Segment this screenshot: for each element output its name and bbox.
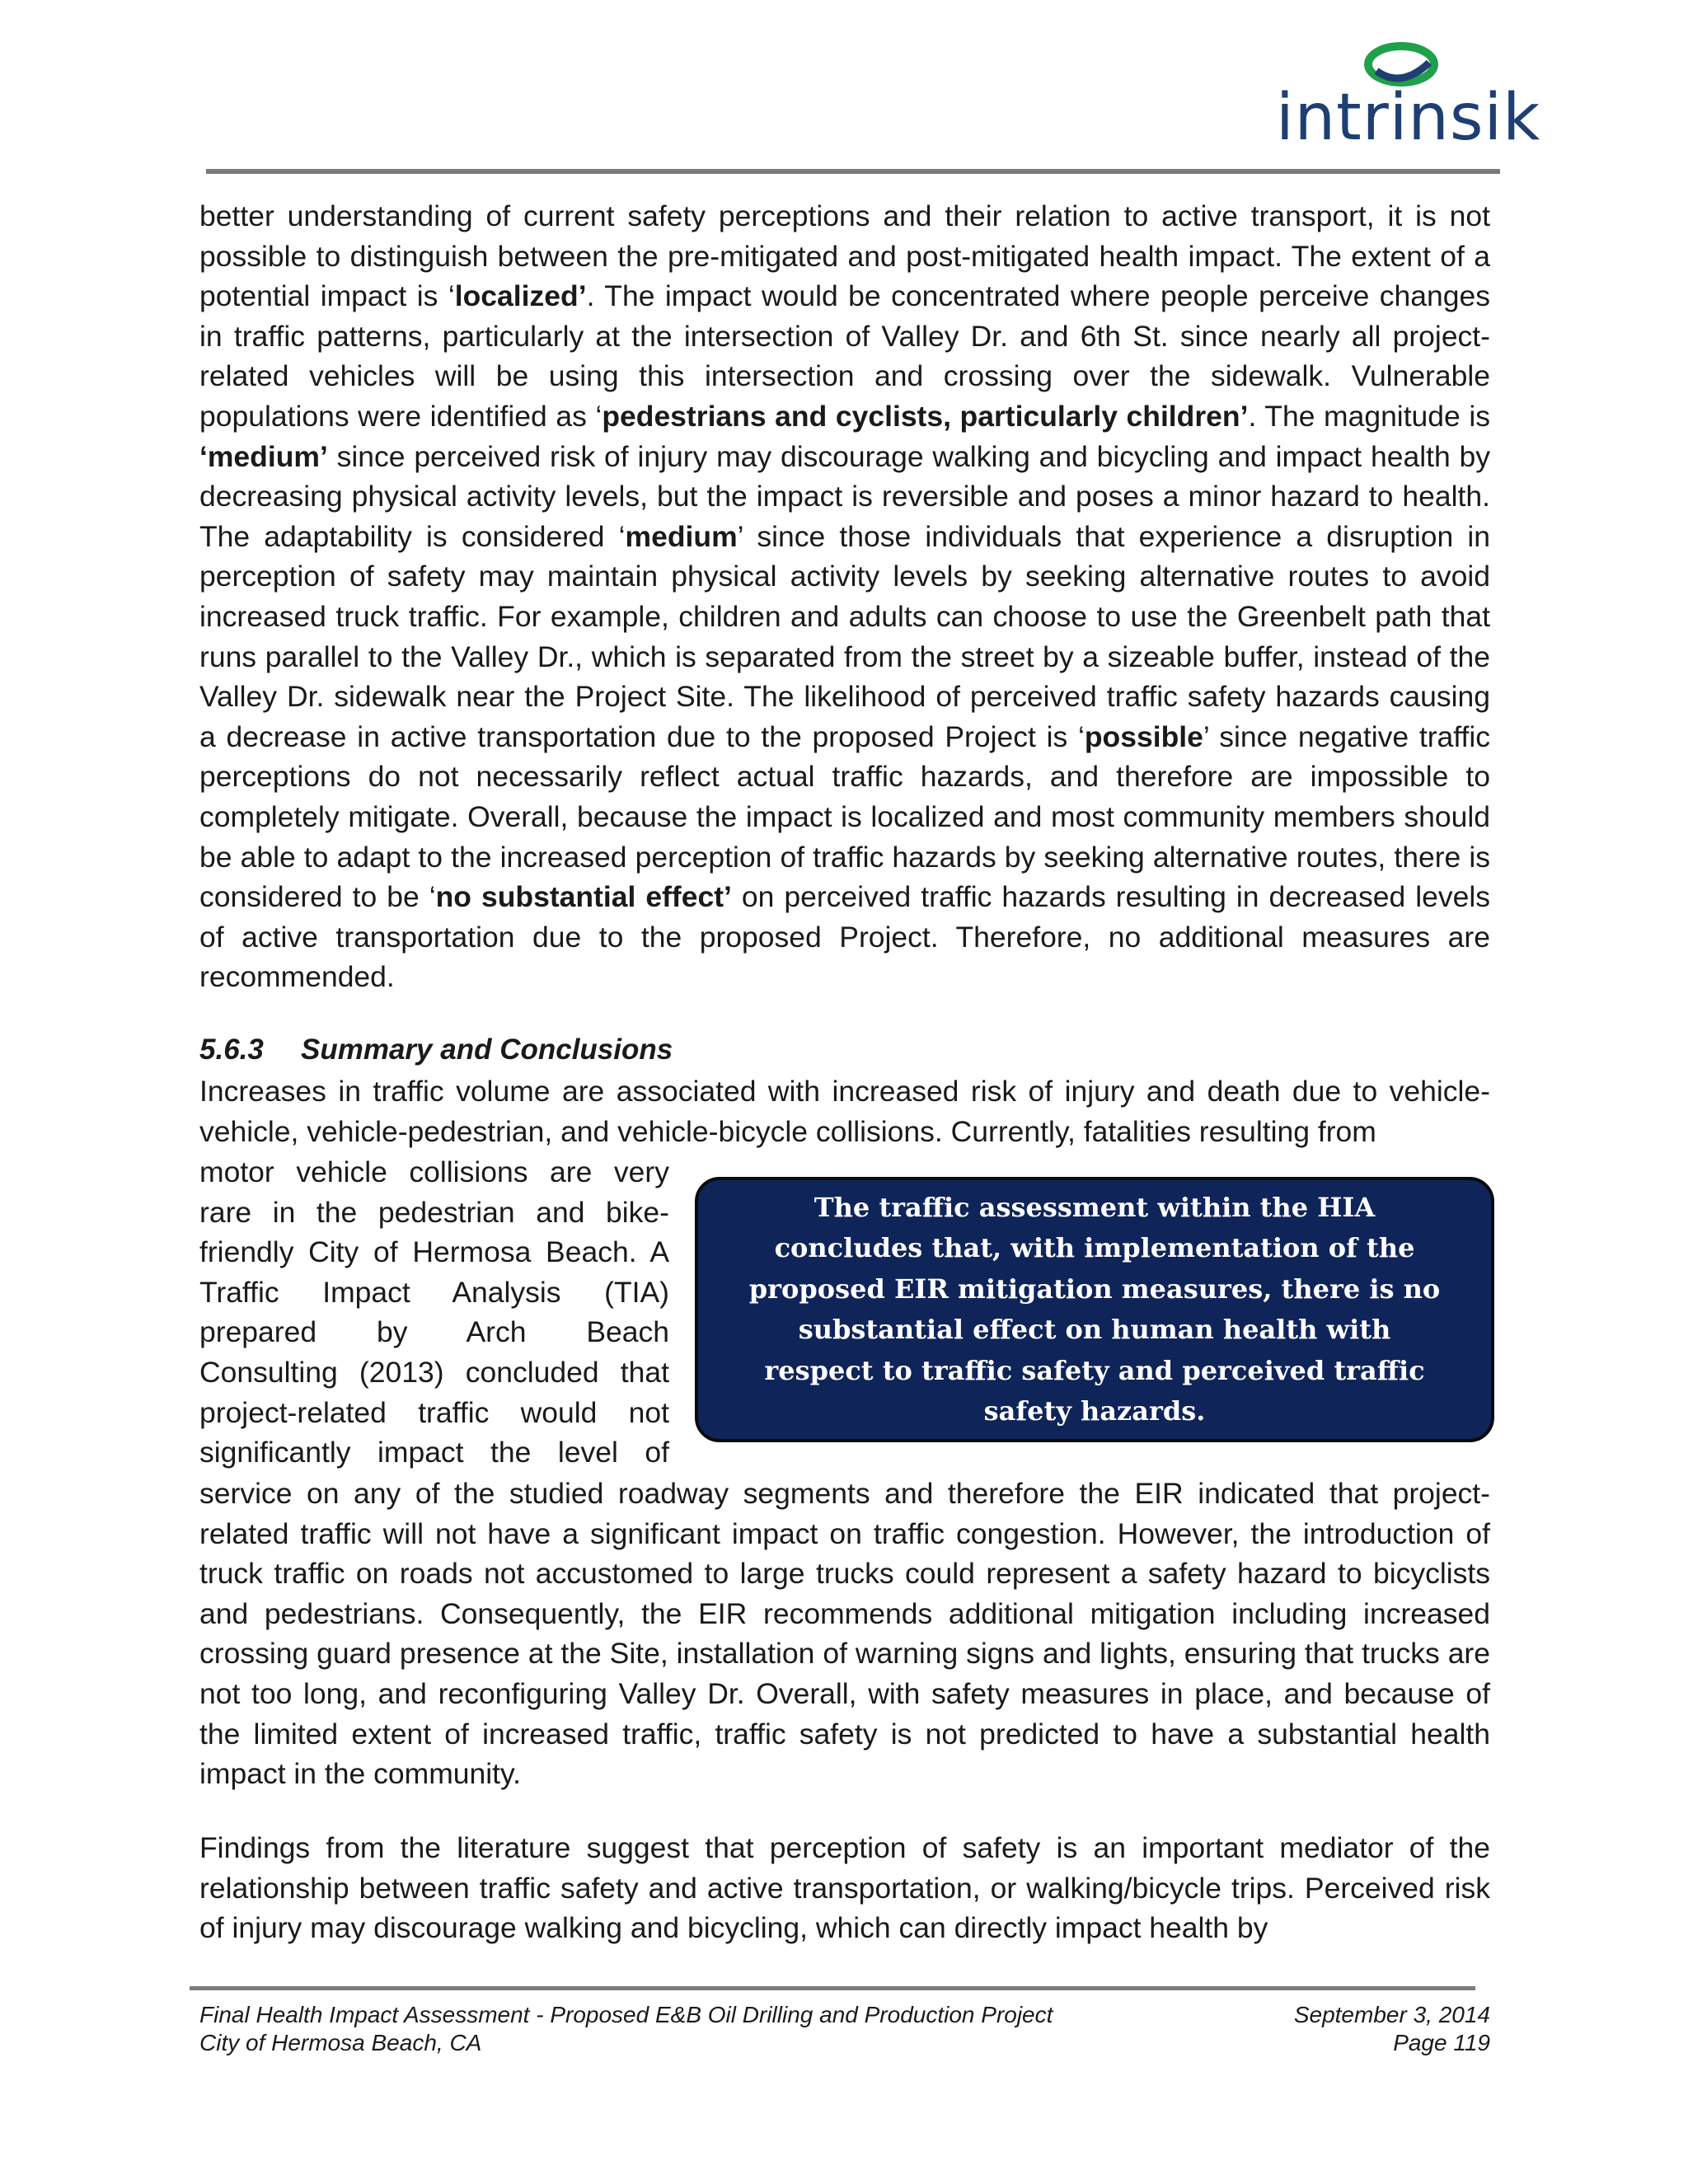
paragraph-2-intro: Increases in traffic volume are associated with increased risk of injury and death due to vehicle-vehicle, vehicle-pedestrian, and vehicle-bicycle collisions. Currently, fatalities resulting from bbox=[199, 1075, 1490, 1148]
logo-swirl-icon bbox=[1360, 38, 1442, 87]
paragraph-2-wrapped bbox=[199, 1152, 669, 1473]
footer-page-number: Page 119 bbox=[1393, 2030, 1490, 2055]
wrapped-line: prepared by Arch Beach bbox=[199, 1315, 669, 1349]
conclusion-callout-box bbox=[695, 1177, 1494, 1442]
footer-line-2 bbox=[199, 2029, 1490, 2057]
wrapped-line: project-related traffic would not bbox=[199, 1395, 669, 1429]
footer-date: September 3, 2014 bbox=[1293, 2002, 1490, 2027]
paragraph-3: Findings from the literature suggest that perception of safety is an important mediator of the relationship between traffic safety and active transportation, or walking/bicycle trips. Perceived risk of injury may discourage walking and bicycling, which can directly impact health by bbox=[199, 1831, 1490, 1945]
footer-location: City of Hermosa Beach, CA bbox=[199, 2030, 482, 2055]
footer-line-1 bbox=[199, 2001, 1490, 2029]
footer-rule bbox=[190, 1986, 1475, 1990]
wrapped-line: friendly City of Hermosa Beach. A bbox=[199, 1235, 669, 1269]
section-number: 5.6.3 bbox=[199, 1033, 264, 1066]
section-heading bbox=[199, 1030, 673, 1070]
paragraph-1: better understanding of current safety perceptions and their relation to active transport, it is not possible to distinguish between the pre-mitigated and post-mitigated health impact. The extent of a potential impact is ‘localized’. The impact would be concentrated where people perceive changes in traffic patterns, particularly at the intersection of Valley Dr. and 6th St. since nearly all project-related vehicles will be using this intersection and crossing over the sidewalk. Vulnerable populations were identified as ‘pedestrians and cyclists, particularly children’. The magnitude is ‘medium’ since perceived risk of injury may discourage walking and bicycling and impact health by decreasing physical activity levels, but the impact is reversible and poses a minor hazard to health. The adaptability is considered ‘medium’ since those individuals that experience a disruption in perception of safety may maintain physical activity levels by seeking alternative routes to avoid increased truck traffic. For example, children and adults can choose to use the Greenbelt path that runs parallel to the Valley Dr., which is separated from the street by a sizeable buffer, instead of the Valley Dr. sidewalk near the Project Site. The likelihood of perceived traffic safety hazards causing a decrease in active transportation due to the proposed Project is ‘possible’ since negative traffic perceptions do not necessarily reflect actual traffic hazards, and therefore are impossible to completely mitigate. Overall, because the impact is localized and most community members should be able to adapt to the increased perception of traffic hazards by seeking alternative routes, there is considered to be ‘no substantial effect’ on perceived traffic hazards resulting in decreased levels of active transportation due to the proposed Project. Therefore, no additional measures are recommended. bbox=[199, 199, 1491, 994]
paragraph-2-continued: service on any of the studied roadway segments and therefore the EIR indicated that project-related traffic will not have a significant impact on traffic congestion. However, the introduction of truck traffic on roads not accustomed to large trucks could represent a safety hazard to bicyclists and pedestrians. Consequently, the EIR recommends additional mitigation including increased crossing guard presence at the Site, installation of warning signs and lights, ensuring that trucks are not too long, and reconfiguring Valley Dr. Overall, with safety measures in place, and because of the limited extent of increased traffic, traffic safety is not predicted to have a substantial health impact in the community. bbox=[199, 1477, 1490, 1791]
header-rule bbox=[206, 169, 1500, 174]
callout-text: The traffic assessment within the HIA concludes that, with implementation of the proposed EIR mitigation measures, there is no substantial effect on human health with respect to traffic safety and perceived traffic safety hazards. bbox=[748, 1191, 1441, 1427]
wrapped-line: Traffic Impact Analysis (TIA) bbox=[199, 1275, 669, 1309]
wrapped-line: significantly impact the level of bbox=[199, 1436, 669, 1469]
footer-document-title: Final Health Impact Assessment - Proposed E&B Oil Drilling and Production Project bbox=[199, 2002, 1053, 2027]
section-title: Summary and Conclusions bbox=[301, 1033, 673, 1066]
logo-text: intrinsik bbox=[1276, 81, 1541, 155]
wrapped-line: rare in the pedestrian and bike- bbox=[199, 1195, 669, 1229]
intrinsik-logo bbox=[1269, 31, 1541, 155]
wrapped-line: Consulting (2013) concluded that bbox=[199, 1355, 669, 1389]
wrapped-line: motor vehicle collisions are very bbox=[199, 1155, 669, 1188]
